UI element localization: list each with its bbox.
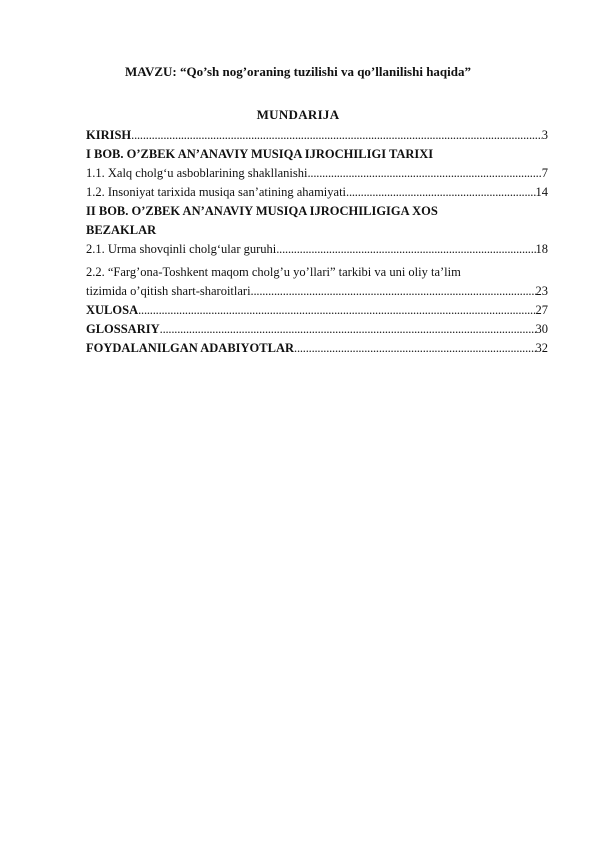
toc-page-number: 7 bbox=[541, 166, 548, 180]
toc-entry-text: 1.1. Xalq cholg‘u asboblarining shakllanishi bbox=[86, 166, 308, 180]
toc-entry-text: GLOSSARIY bbox=[86, 322, 160, 336]
toc-entry-1-2 bbox=[86, 183, 548, 202]
toc-entry-text: FOYDALANILGAN ADABIYOTLAR bbox=[86, 341, 295, 355]
toc-entry-xulosa bbox=[86, 301, 548, 320]
toc-page-number: 32 bbox=[535, 341, 548, 355]
toc-entry-text: tizimida o’qitish shart-sharoitlari bbox=[86, 284, 251, 298]
toc-entry-kirish bbox=[86, 126, 548, 145]
toc-entry-adabiyotlar bbox=[86, 339, 548, 358]
toc-page-number: 27 bbox=[535, 303, 548, 317]
toc-entry-2-1 bbox=[86, 240, 548, 259]
toc-entry-text: KIRISH bbox=[86, 128, 132, 142]
toc-entry-text: 2.1. Urma shovqinli cholg‘ular guruhi bbox=[86, 242, 277, 256]
toc-leader bbox=[138, 301, 535, 320]
toc-page-number: 23 bbox=[535, 284, 548, 298]
toc-entry-text: 1.2. Insoniyat tarixida musiqa san’atining ahamiyati bbox=[86, 185, 347, 199]
toc-leader bbox=[160, 320, 536, 339]
toc-entry-text: BEZAKLAR bbox=[86, 223, 157, 237]
toc-heading: MUNDARIJA bbox=[256, 107, 340, 122]
toc-chapter-2-cont bbox=[86, 221, 548, 240]
toc-chapter-1 bbox=[86, 145, 548, 164]
toc-entry-1-1 bbox=[86, 164, 548, 183]
toc-leader bbox=[251, 282, 536, 301]
toc-entry-2-2-cont bbox=[86, 282, 548, 301]
toc-entry-text: XULOSA bbox=[86, 303, 139, 317]
toc-entry-2-2 bbox=[86, 263, 548, 282]
toc-page-number: 18 bbox=[535, 242, 548, 256]
toc-leader bbox=[276, 240, 535, 259]
document-title: MAVZU: “Qo’sh nog’oraning tuzilishi va qo’llanilishi haqida” bbox=[124, 64, 472, 79]
toc-entry-text: I BOB. O’ZBEK AN’ANAVIY MUSIQA IJROCHILIGI TARIXI bbox=[86, 147, 434, 161]
toc-leader bbox=[131, 126, 542, 145]
toc-page-number: 30 bbox=[535, 322, 548, 336]
toc-chapter-2 bbox=[86, 202, 548, 221]
toc-leader bbox=[294, 339, 535, 358]
toc-entry-text: II BOB. O’ZBEK AN’ANAVIY MUSIQA IJROCHILIGIGA XOS bbox=[86, 204, 438, 218]
toc-page-number: 14 bbox=[535, 185, 548, 199]
toc-entry-glossariy bbox=[86, 320, 548, 339]
toc-leader bbox=[308, 164, 542, 183]
toc-entry-text: 2.2. “Farg’ona-Toshkent maqom cholg’u yo’llari” tarkibi va uni oliy ta’lim bbox=[86, 265, 461, 279]
toc-page-number: 3 bbox=[541, 128, 548, 142]
toc-leader bbox=[346, 183, 535, 202]
table-of-contents bbox=[86, 126, 548, 358]
